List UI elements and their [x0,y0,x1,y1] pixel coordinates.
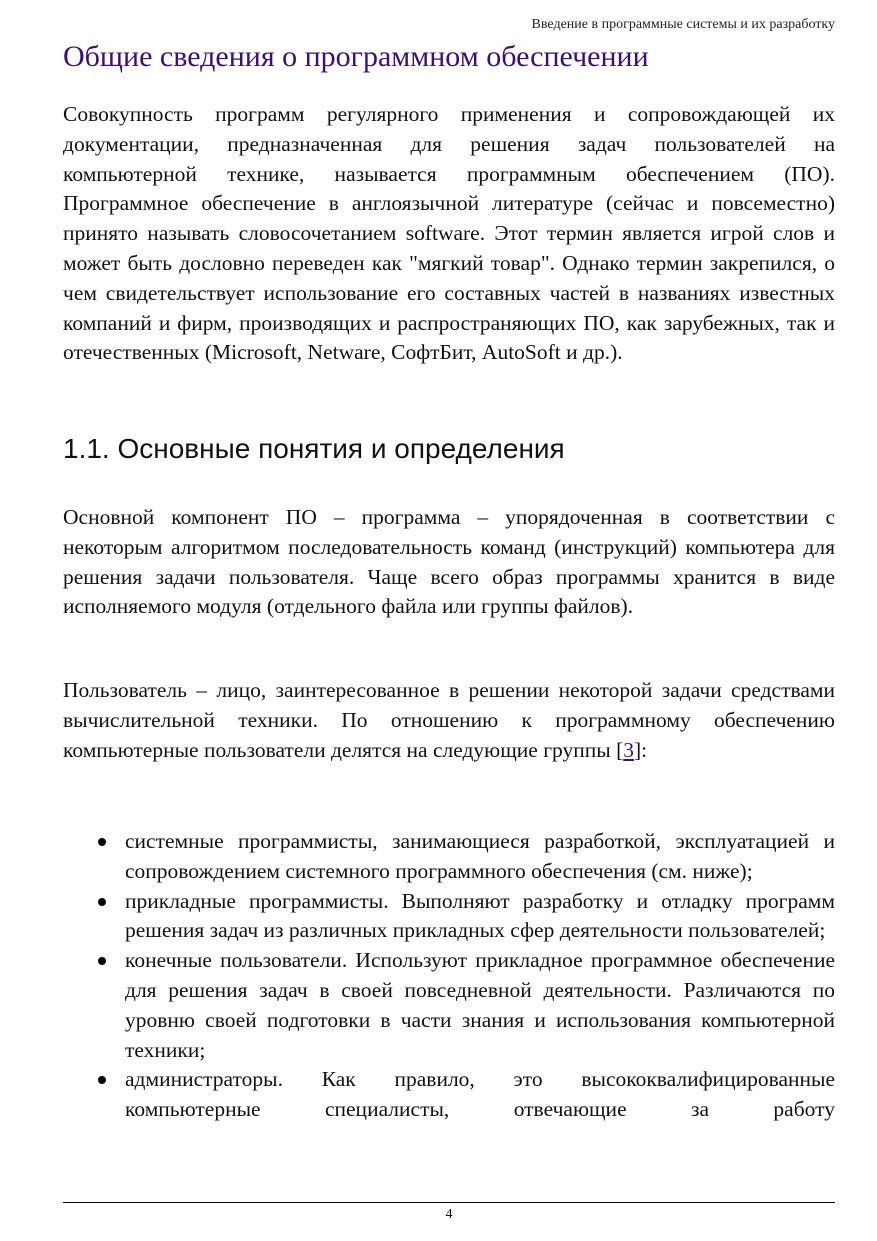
user-definition-text: Пользователь – лицо, заинтересованное в решении некоторой задачи средствами вычислительной техники. По отношению к программному обеспечению компьютерные пользователи делятся на следующие группы [ [63,678,835,762]
bullet-icon [98,957,106,965]
reference-link[interactable]: 3 [623,737,634,762]
document-page [63,0,835,1241]
subsection-title: 1.1. Основные понятия и определения [63,433,565,464]
list-item-text: прикладные программисты. Выполняют разработку и отладку программ решения задач из различных прикладных сфер деятельности пользователей; [125,888,835,943]
running-header: Введение в программные системы и их разработку [531,17,835,32]
page-number: 4 [445,1207,453,1222]
list-item-text: конечные пользователи. Используют прикладное программное обеспечение для решения задач в своей повседневной деятельности. Различаются по уровню своей подготовки в части знания и использования компьютерной техники; [125,948,835,1062]
user-definition-paragraph [63,676,835,765]
user-definition-tail: ]: [634,737,648,762]
footer-divider [63,1202,835,1203]
bullet-icon [98,1076,106,1084]
list-item-text: системные программисты, занимающиеся разработкой, эксплуатацией и сопровождением системного программного обеспечения (см. ниже); [125,829,835,883]
list-item-text: администраторы. Как правило, это высококвалифицированные компьютерные специалисты, отвечающие за работу [125,1067,835,1122]
bullet-icon [98,838,106,846]
bullet-icon [98,898,106,906]
list-item [63,827,835,887]
user-groups-list [63,827,835,1125]
list-item [63,946,835,1065]
section-title: Общие сведения о программном обеспечении [63,40,649,73]
list-item [63,1065,835,1125]
list-item [63,887,835,947]
program-definition-paragraph: Основной компонент ПО – программа – упорядоченная в соответствии с некоторым алгоритмом последовательность команд (инструкций) компьютера для решения задачи пользователя. Чаще всего образ программы хранится в виде исполняемого модуля (отдельного файла или группы файлов). [63,505,835,619]
intro-paragraph: Совокупность программ регулярного применения и сопровождающей их документации, предназначенная для решения задач пользователей на компьютерной технике, называется программным обеспечением (ПО). Программное обеспечение в англоязычной литературе (сейчас и повсеместно) принято называть словосочетанием software. Этот термин является игрой слов и может быть дословно переведен как "мягкий товар". Однако термин закрепился, о чем свидетельствует использование его составных частей в названиях известных компаний и фирм, производящих и распространяющих ПО, как зарубежных, так и отечественных (Microsoft, Netware, СофтБит, AutoSoft и др.). [63,102,835,365]
